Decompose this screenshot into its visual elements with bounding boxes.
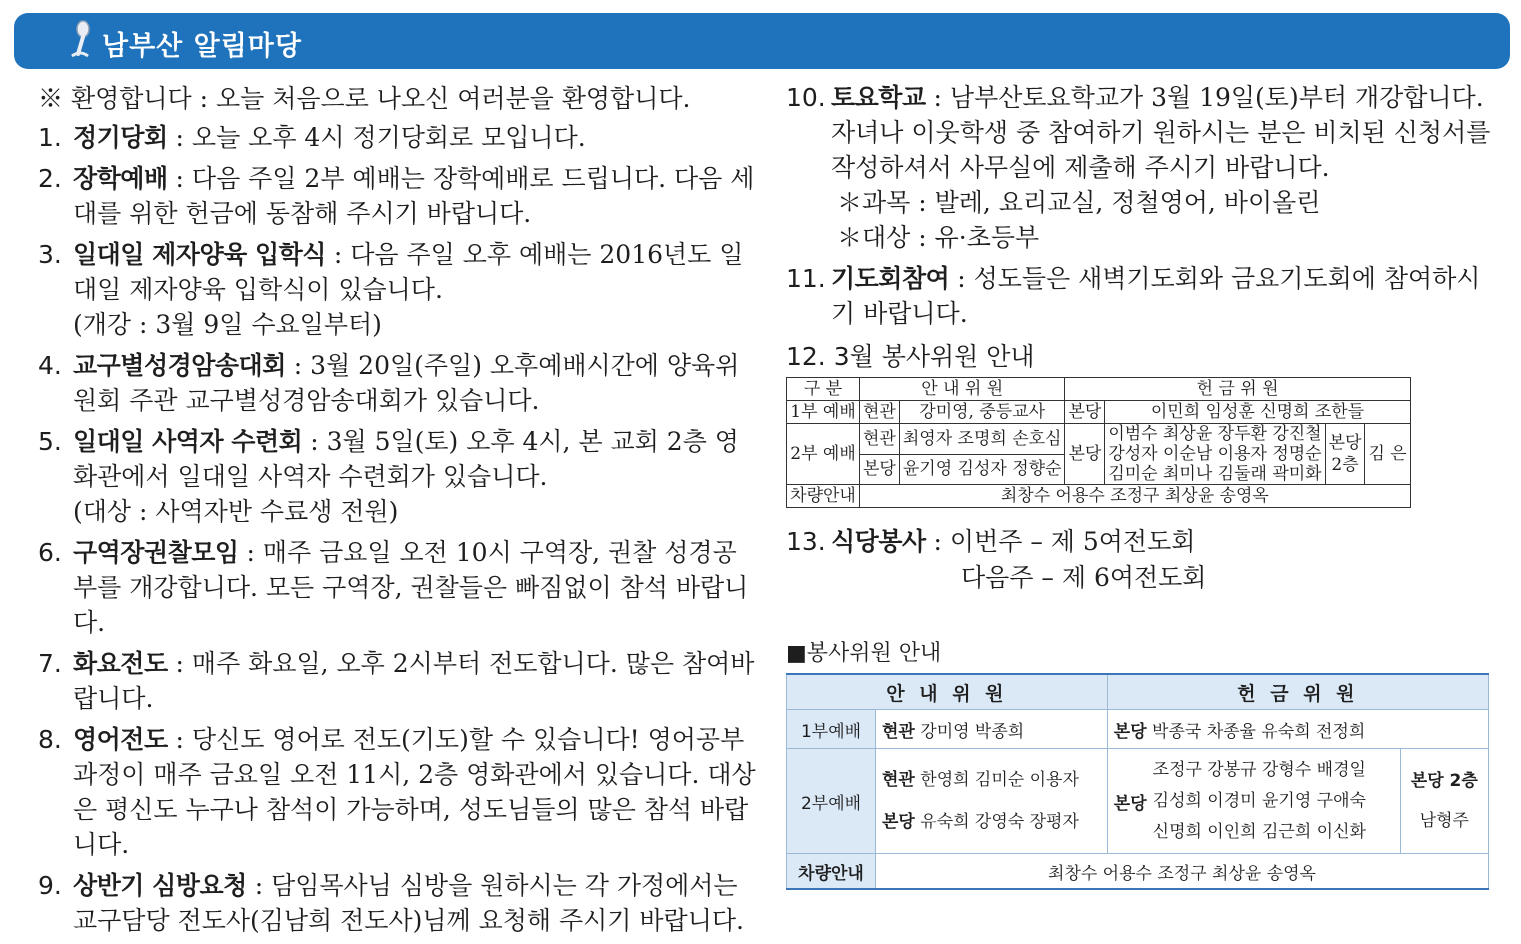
table-row <box>787 424 1411 455</box>
header-banner <box>14 13 1510 69</box>
table-row <box>787 674 1489 710</box>
item-keyword: 정기당회 <box>73 123 168 152</box>
item-subnote: (개강 : 3월 9일 수요일부터) <box>73 310 382 339</box>
item-number: 9. <box>38 871 62 900</box>
names-line: 김성희 이경미 윤기영 구애숙 <box>1152 790 1366 811</box>
row-label: 1부예배 <box>787 710 876 749</box>
notice-item <box>38 646 758 716</box>
item-number: 3. <box>38 240 62 269</box>
location-label: 본당 2층 <box>1410 771 1478 791</box>
table-row <box>787 378 1411 401</box>
names-text: 강미영 박종희 <box>920 721 1025 742</box>
location-label: 본당 <box>882 812 915 832</box>
notice-item <box>38 161 758 231</box>
location-label: 본당 <box>1113 793 1147 814</box>
item-text: : 남부산토요학교가 3월 19일(토)부터 개강합니다. 자녀나 이웃학생 중 참여하기 원하시는 분은 비치된 신청서를 작성하셔서 사무실에 제출해 주시기 바랍니다. <box>831 83 1491 182</box>
location-cell: 현관 <box>860 401 900 424</box>
table-row <box>787 710 1489 749</box>
item-text: : 오늘 오후 4시 정기당회로 모입니다. <box>167 123 586 152</box>
item-keyword: 장학예배 <box>73 164 168 193</box>
names-cell <box>1105 424 1325 485</box>
item-text: : 다음 주일 2부 예배는 장학예배로 드립니다. 다음 세대를 위한 헌금에 동참해 주시기 바랍니다. <box>73 164 755 228</box>
names-line <box>882 801 1101 843</box>
item-number: 11. <box>786 264 826 293</box>
names-text: 남형주 <box>1419 811 1469 831</box>
right-column <box>786 80 1496 890</box>
location-line: 2층 <box>1331 455 1359 475</box>
names-cell <box>876 710 1108 749</box>
names-cell: 이민희 임성훈 신명희 조한들 <box>1105 401 1410 424</box>
item-number: 1. <box>38 123 62 152</box>
section-13 <box>786 524 1496 596</box>
table-header-cell: 안 내 위 원 <box>860 378 1065 401</box>
item-keyword: 식당봉사 <box>831 527 926 556</box>
item-keyword: 일대일 사역자 수련회 <box>73 427 303 456</box>
notice-item <box>38 535 758 640</box>
item-text: : 담임목사님 심방을 원하시는 각 가정에서는 교구담당 전도사(김남희 전도사)님께 요청해 주시기 바랍니다. <box>73 871 744 935</box>
welcome-notice: ※ 환영합니다 : 오늘 처음으로 나오신 여러분을 환영합니다. <box>38 84 691 113</box>
location-cell: 본당 <box>860 454 900 485</box>
item-keyword: 영어전도 <box>73 725 168 754</box>
left-column <box>38 80 758 944</box>
location-label: 현관 <box>882 721 915 742</box>
item-text: : 매주 화요일, 오후 2시부터 전도합니다. 많은 참여바랍니다. <box>73 649 755 713</box>
item-text: : 성도들은 새벽기도회와 금요기도회에 참여하시기 바랍니다. <box>831 264 1481 328</box>
location-cell <box>1325 424 1365 485</box>
names-line <box>882 759 1101 801</box>
item-text: 다음주 – 제 6여전도회 <box>961 563 1207 592</box>
item-text: : 3월 20일(주일) 오후예배시간에 양육위원회 주관 교구별성경암송대회가 있습니다. <box>73 351 740 415</box>
names-cell: 윤기영 김성자 정향순 <box>899 454 1065 485</box>
item-keyword: 구역장권찰모임 <box>73 538 239 567</box>
names-text: 한영희 김미순 이용자 <box>920 770 1079 790</box>
notice-item <box>38 868 758 938</box>
notice-item <box>38 424 758 529</box>
item-number: 7. <box>38 649 62 678</box>
table-header-cell: 안 내 위 원 <box>787 674 1108 710</box>
table-header-cell: 헌 금 위 원 <box>1065 378 1410 401</box>
item-number: 4. <box>38 351 62 380</box>
table-row <box>787 401 1411 424</box>
notice-item <box>38 237 758 342</box>
location-cell: 본당 <box>1065 401 1105 424</box>
item-keyword: 토요학교 <box>831 83 926 112</box>
names-block <box>1153 755 1366 848</box>
names-cell: 최영자 조명희 손호심 <box>899 424 1065 455</box>
names-text: 유숙희 강영숙 장평자 <box>920 812 1079 832</box>
table-row <box>787 485 1411 508</box>
location-label: 현관 <box>882 770 915 790</box>
service-title: ■봉사위원 안내 <box>786 641 942 666</box>
item-keyword: 상반기 심방요청 <box>73 871 247 900</box>
item-subnote: (대상 : 사역자반 수료생 전원) <box>73 497 399 526</box>
location-line: 본당 <box>1328 433 1362 453</box>
notice-item <box>786 261 1496 331</box>
row-label: 1부 예배 <box>787 401 860 424</box>
names-cell <box>876 749 1108 854</box>
march-volunteer-table <box>786 377 1411 508</box>
item-text: : 다음 주일 오후 예배는 2016년도 일대일 제자양육 입학식이 있습니다. <box>73 240 744 304</box>
item-number: 5. <box>38 427 62 456</box>
item-number: 13. <box>786 527 826 556</box>
row-label: 차량안내 <box>787 485 860 508</box>
notice-item <box>38 722 758 862</box>
row-label: 2부예배 <box>787 749 876 854</box>
names-line: 조정구 강봉규 강형수 배경일 <box>1152 759 1366 780</box>
names-cell: 김 은 <box>1365 424 1410 485</box>
item-keyword: 화요전도 <box>73 649 168 678</box>
item-text: : 당신도 영어로 전도(기도)할 수 있습니다! 영어공부 과정이 매주 금요일 오전 11시, 2층 영화관에서 있습니다. 대상은 평신도 누구나 참석이 가능하며, 성도님들의 많은 참석 바랍니다. <box>73 725 756 859</box>
names-line: 이범수 최상윤 장두환 강진철 <box>1108 424 1322 444</box>
item-number: 6. <box>38 538 62 567</box>
location-label: 본당 <box>1113 721 1147 742</box>
item-number: 2. <box>38 164 62 193</box>
names-cell: 강미영, 중등교사 <box>899 401 1065 424</box>
names-text: 박종국 차종율 유숙희 전정희 <box>1152 721 1366 742</box>
names-line: 강성자 이순남 이용자 정명순 <box>1108 444 1322 464</box>
names-cell <box>1107 710 1488 749</box>
item-text: : 매주 금요일 오전 10시 구역장, 권찰 성경공부를 개강합니다. 모든 구역장, 권찰들은 빠짐없이 참석 바랍니다. <box>73 538 749 637</box>
item-keyword: 일대일 제자양육 입학식 <box>73 240 326 269</box>
notice-item <box>786 80 1496 255</box>
page-title: 남부산 알림마당 <box>102 31 302 62</box>
item-number: 10. <box>786 83 826 112</box>
names-line: 신명희 이인희 김근희 이신화 <box>1152 821 1366 842</box>
row-label: 2부 예배 <box>787 424 860 485</box>
names-cell: 최창수 어용수 조정구 최상윤 송영옥 <box>876 854 1489 890</box>
bullet-line: ＊대상 : 유·초등부 <box>837 223 1040 252</box>
table-row <box>787 854 1489 890</box>
bullet-line: ＊과목 : 발레, 요리교실, 정철영어, 바이올린 <box>837 188 1321 217</box>
item-keyword: 교구별성경암송대회 <box>73 351 286 380</box>
item-text: : 이번주 – 제 5여전도회 <box>925 527 1196 556</box>
notice-item <box>38 348 758 418</box>
microphone-icon <box>66 20 96 60</box>
table-header-cell: 구 분 <box>787 378 860 401</box>
service-volunteer-table <box>786 673 1489 890</box>
names-cell <box>1400 749 1488 854</box>
location-cell: 현관 <box>860 424 900 455</box>
item-text: : 3월 5일(토) 오후 4시, 본 교회 2층 영화관에서 일대일 사역자 수련회가 있습니다. <box>73 427 739 491</box>
notice-item <box>38 120 758 155</box>
section-12-title: 12. 3월 봉사위원 안내 <box>786 342 1035 371</box>
names-cell: 최창수 어용수 조정구 최상윤 송영옥 <box>860 485 1411 508</box>
location-cell: 본당 <box>1065 424 1105 485</box>
row-label: 차량안내 <box>787 854 876 890</box>
names-cell <box>1107 749 1400 854</box>
item-keyword: 기도회참여 <box>831 264 950 293</box>
item-number: 8. <box>38 725 62 754</box>
names-line: 김미순 최미나 김둘래 곽미화 <box>1108 464 1322 484</box>
table-header-cell: 헌 금 위 원 <box>1107 674 1488 710</box>
table-row <box>787 749 1489 854</box>
